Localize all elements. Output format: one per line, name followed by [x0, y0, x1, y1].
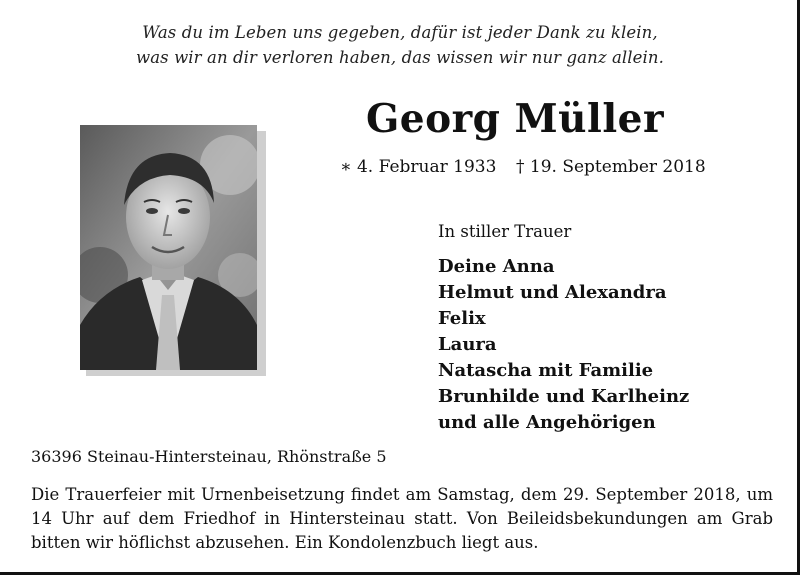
birth-date: ∗ 4. Februar 1933	[340, 157, 497, 177]
mourner-item: Felix	[438, 308, 486, 329]
quote-line-1: Was du im Leben uns gegeben, dafür ist jeder Dank zu klein,	[142, 23, 658, 42]
quote-line-2: was wir an dir verloren haben, das wissen wir nur ganz allein.	[136, 48, 664, 67]
deceased-name: Georg Müller	[365, 96, 665, 142]
mourner-item: Helmut und Alexandra	[438, 282, 667, 303]
mourners-list	[438, 254, 689, 436]
portrait-photo	[80, 125, 257, 370]
mourner-item: Natascha mit Familie	[438, 360, 654, 381]
death-date: † 19. September 2018	[516, 157, 706, 177]
funeral-notice: Die Trauerfeier mit Urnenbeisetzung findet am Samstag, dem 29. September 2018, um 14 Uhr auf dem Friedhof in Hintersteinau statt. Von Beileidsbekundungen am Grab bitten wir höflichst abzusehen. Ein Kondolenzbuch liegt aus.	[31, 485, 773, 552]
address: 36396 Steinau-Hintersteinau, Rhönstraße 5	[31, 447, 387, 466]
mourner-item: Deine Anna	[438, 256, 555, 277]
mourner-item: und alle Angehörigen	[438, 412, 656, 433]
mourner-item: Brunhilde und Karlheinz	[438, 386, 690, 407]
mourning-intro: In stiller Trauer	[438, 222, 572, 241]
mourner-item: Laura	[438, 334, 497, 355]
